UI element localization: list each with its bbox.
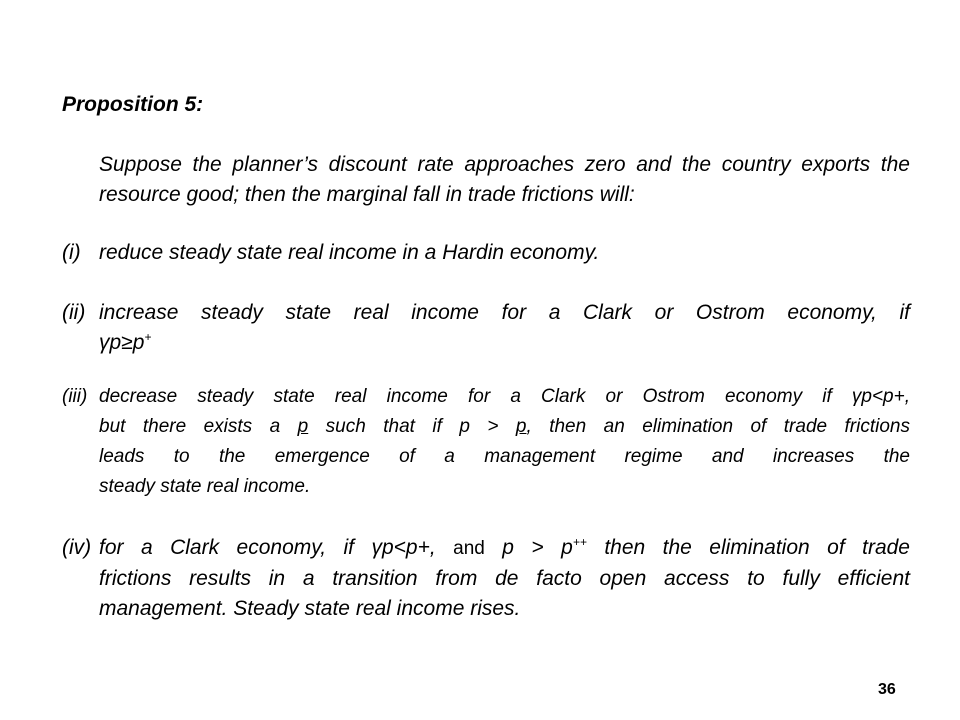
item-number: (i) (62, 241, 81, 264)
proposition-title: Proposition 5: (62, 93, 204, 116)
item-text: for a Clark economy, if γp<p+, and p > p++ then the elimination of trade frictions results in a transition from de facto open access to fully efficient management. Steady state real income rises. (99, 535, 910, 620)
item-text: reduce steady state real income in a Hardin economy. (99, 241, 600, 264)
proposition-intro (99, 150, 910, 210)
intro-line-2: exports the resource good; then the marginal fall in trade frictions will: (99, 153, 910, 206)
item-number: (ii) (62, 301, 86, 324)
item-text: increase steady state real income for a Clark or Ostrom economy, if γp≥p+ (99, 301, 910, 354)
list-item (62, 382, 910, 502)
list-item (62, 533, 910, 624)
list-item (62, 238, 910, 268)
page-number: 36 (878, 681, 896, 698)
item-text: decrease steady state real income for a Clark or Ostrom economy if γp<p+, but there exists a p such that if p > p, then an elimination of trade frictions leads to the emergence of a management regime and increases the steady state real income. (99, 386, 910, 497)
intro-line-1: Suppose the planner’s discount rate approaches zero and the country (99, 153, 791, 176)
item-number: (iii) (62, 386, 88, 407)
item-number: (iv) (62, 536, 92, 559)
list-item (62, 298, 910, 358)
